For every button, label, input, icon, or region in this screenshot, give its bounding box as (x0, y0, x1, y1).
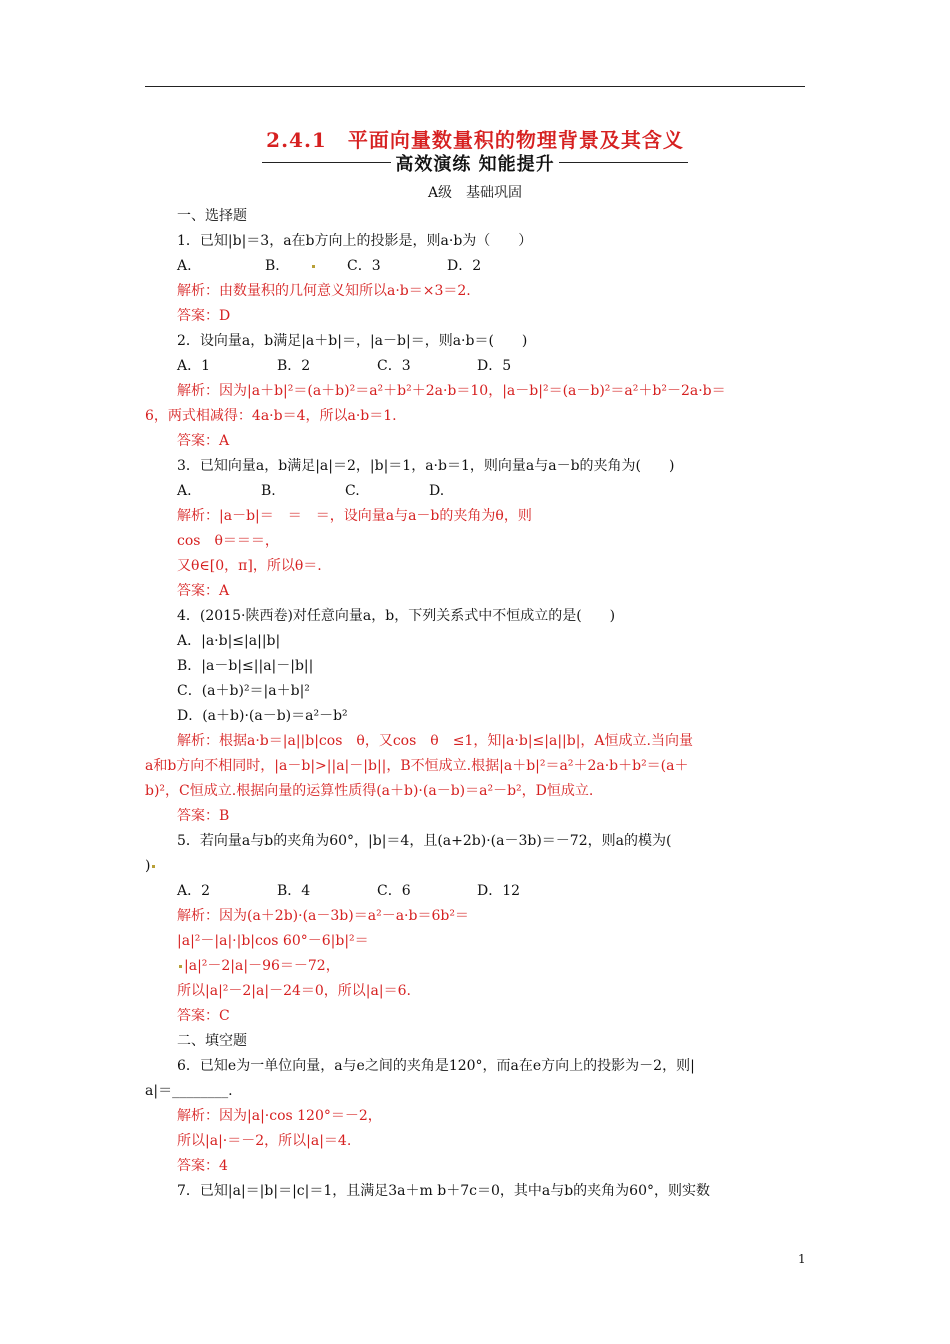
q2-option-d: D．5 (477, 358, 512, 374)
q5-analysis-line1: 解析：因为(a＋2b)·(a－3b)＝a²－a·b＝6b²＝ (177, 908, 469, 924)
q3-option-d: D. (429, 483, 445, 499)
q4-analysis-line3: b)²，C恒成立.根据向量的运算性质得(a＋b)·(a－b)＝a²－b²，D恒成立. (145, 783, 594, 799)
speck-mark (152, 865, 155, 868)
q2-options (177, 356, 511, 376)
q3-analysis-line2: cos θ＝＝＝， (177, 533, 279, 549)
speck-mark (312, 265, 315, 268)
q2-stem: 2．设向量a，b满足|a＋b|＝，|a－b|＝，则a·b＝( ) (177, 333, 528, 349)
subtitle: 高效演练 知能提升 (391, 154, 558, 175)
q5-option-c: C．6 (377, 883, 411, 899)
q3-option-a: A. (177, 483, 192, 499)
q1-answer: 答案：D (177, 308, 231, 324)
page-number: 1 (798, 1252, 806, 1266)
q2-answer: 答案：A (177, 433, 230, 449)
q2-option-a: A．1 (177, 358, 211, 374)
header-rule (145, 86, 805, 87)
level-heading: A级 基础巩固 (427, 185, 523, 201)
q5-analysis-line2: |a|²－|a|·|b|cos 60°－6|b|²＝ (177, 933, 369, 949)
q5-option-d: D．12 (477, 883, 521, 899)
q6-analysis-line1: 解析：因为|a|·cos 120°＝－2， (177, 1108, 382, 1124)
q4-stem: 4．(2015·陕西卷)对任意向量a，b，下列关系式中不恒成立的是( ) (177, 608, 616, 624)
q4-option-d: D．(a＋b)·(a－b)＝a²－b² (177, 708, 348, 724)
q4-option-c: C．(a＋b)²＝|a＋b|² (177, 683, 310, 699)
q4-analysis-line1: 解析：根据a·b＝|a||b|cos θ，又cos θ ≤1，知|a·b|≤|a||b|，A恒成立.当向量 (177, 733, 693, 749)
q1-stem: 1．已知|b|＝3，a在b方向上的投影是，则a·b为（ ） (177, 233, 533, 249)
q2-option-c: C．3 (377, 358, 411, 374)
q1-option-d: D．2 (447, 258, 482, 274)
q3-analysis-line1: 解析：|a－b|＝ ＝ ＝，设向量a与a－b的夹角为θ，则 (177, 508, 532, 524)
q3-stem: 3．已知向量a，b满足|a|＝2，|b|＝1，a·b＝1，则向量a与a－b的夹角为( ) (177, 458, 675, 474)
q6-analysis-line2: 所以|a|·＝－2，所以|a|＝4. (177, 1133, 352, 1149)
q1-option-b: B. (265, 256, 347, 276)
q3-options (177, 481, 444, 501)
q5-answer: 答案：C (177, 1008, 230, 1024)
q3-option-b: B. (261, 483, 276, 499)
q5-stem-line2: ) (145, 856, 157, 876)
q5-analysis-line3: |a|²－2|a|－96＝－72， (177, 956, 340, 976)
q2-analysis-line2: 6，两式相减得：4a·b＝4，所以a·b＝1. (145, 408, 397, 424)
subtitle-banner (262, 150, 688, 176)
q3-answer: 答案：A (177, 583, 230, 599)
q1-analysis: 解析：由数量积的几何意义知所以a·b＝×3＝2. (177, 283, 471, 299)
q4-answer: 答案：B (177, 808, 230, 824)
speck-mark (179, 965, 182, 968)
q5-option-a: A．2 (177, 883, 211, 899)
q5-options (177, 881, 520, 901)
q4-analysis-line2: a和b方向不相同时，|a－b|>||a|－|b||，B不恒成立.根据|a＋b|²＝a²＋2a·b＋b²＝(a＋ (145, 758, 689, 774)
page-title: 2.4.1 平面向量数量积的物理背景及其含义 (266, 128, 684, 152)
q4-option-a: A．|a·b|≤|a||b| (177, 633, 281, 649)
section-heading-choice: 一、选择题 (177, 208, 247, 224)
q5-stem-line1: 5．若向量a与b的夹角为60°，|b|＝4，且(a+2b)·(a－3b)＝－72，则a的模为( (177, 833, 672, 849)
q1-option-a: A. (177, 258, 192, 274)
q7-stem-line1: 7．已知|a|＝|b|＝|c|＝1，且满足3a＋m b＋7c＝0，其中a与b的夹角为60°，则实数 (177, 1183, 710, 1199)
q5-analysis-line4: 所以|a|²－2|a|－24＝0，所以|a|＝6. (177, 983, 411, 999)
q6-stem-line2: a|＝________. (145, 1083, 233, 1099)
q3-option-c: C. (345, 483, 360, 499)
q6-answer: 答案：4 (177, 1158, 228, 1174)
q1-options (177, 256, 481, 276)
section-heading-fill: 二、填空题 (177, 1033, 247, 1049)
q4-option-b: B．|a－b|≤||a|－|b|| (177, 658, 314, 674)
q2-analysis-line1: 解析：因为|a＋b|²＝(a＋b)²＝a²＋b²＋2a·b＝10，|a－b|²＝(a－b)²＝a²＋b²－2a·b＝ (177, 383, 726, 399)
q6-stem-line1: 6．已知e为一单位向量，a与e之间的夹角是120°，而a在e方向上的投影为－2，则| (177, 1058, 695, 1074)
q2-option-b: B．2 (277, 358, 311, 374)
q1-option-c: C．3 (347, 258, 381, 274)
q3-analysis-line3: 又θ∈[0，π]，所以θ＝. (177, 558, 322, 574)
q5-option-b: B．4 (277, 883, 311, 899)
